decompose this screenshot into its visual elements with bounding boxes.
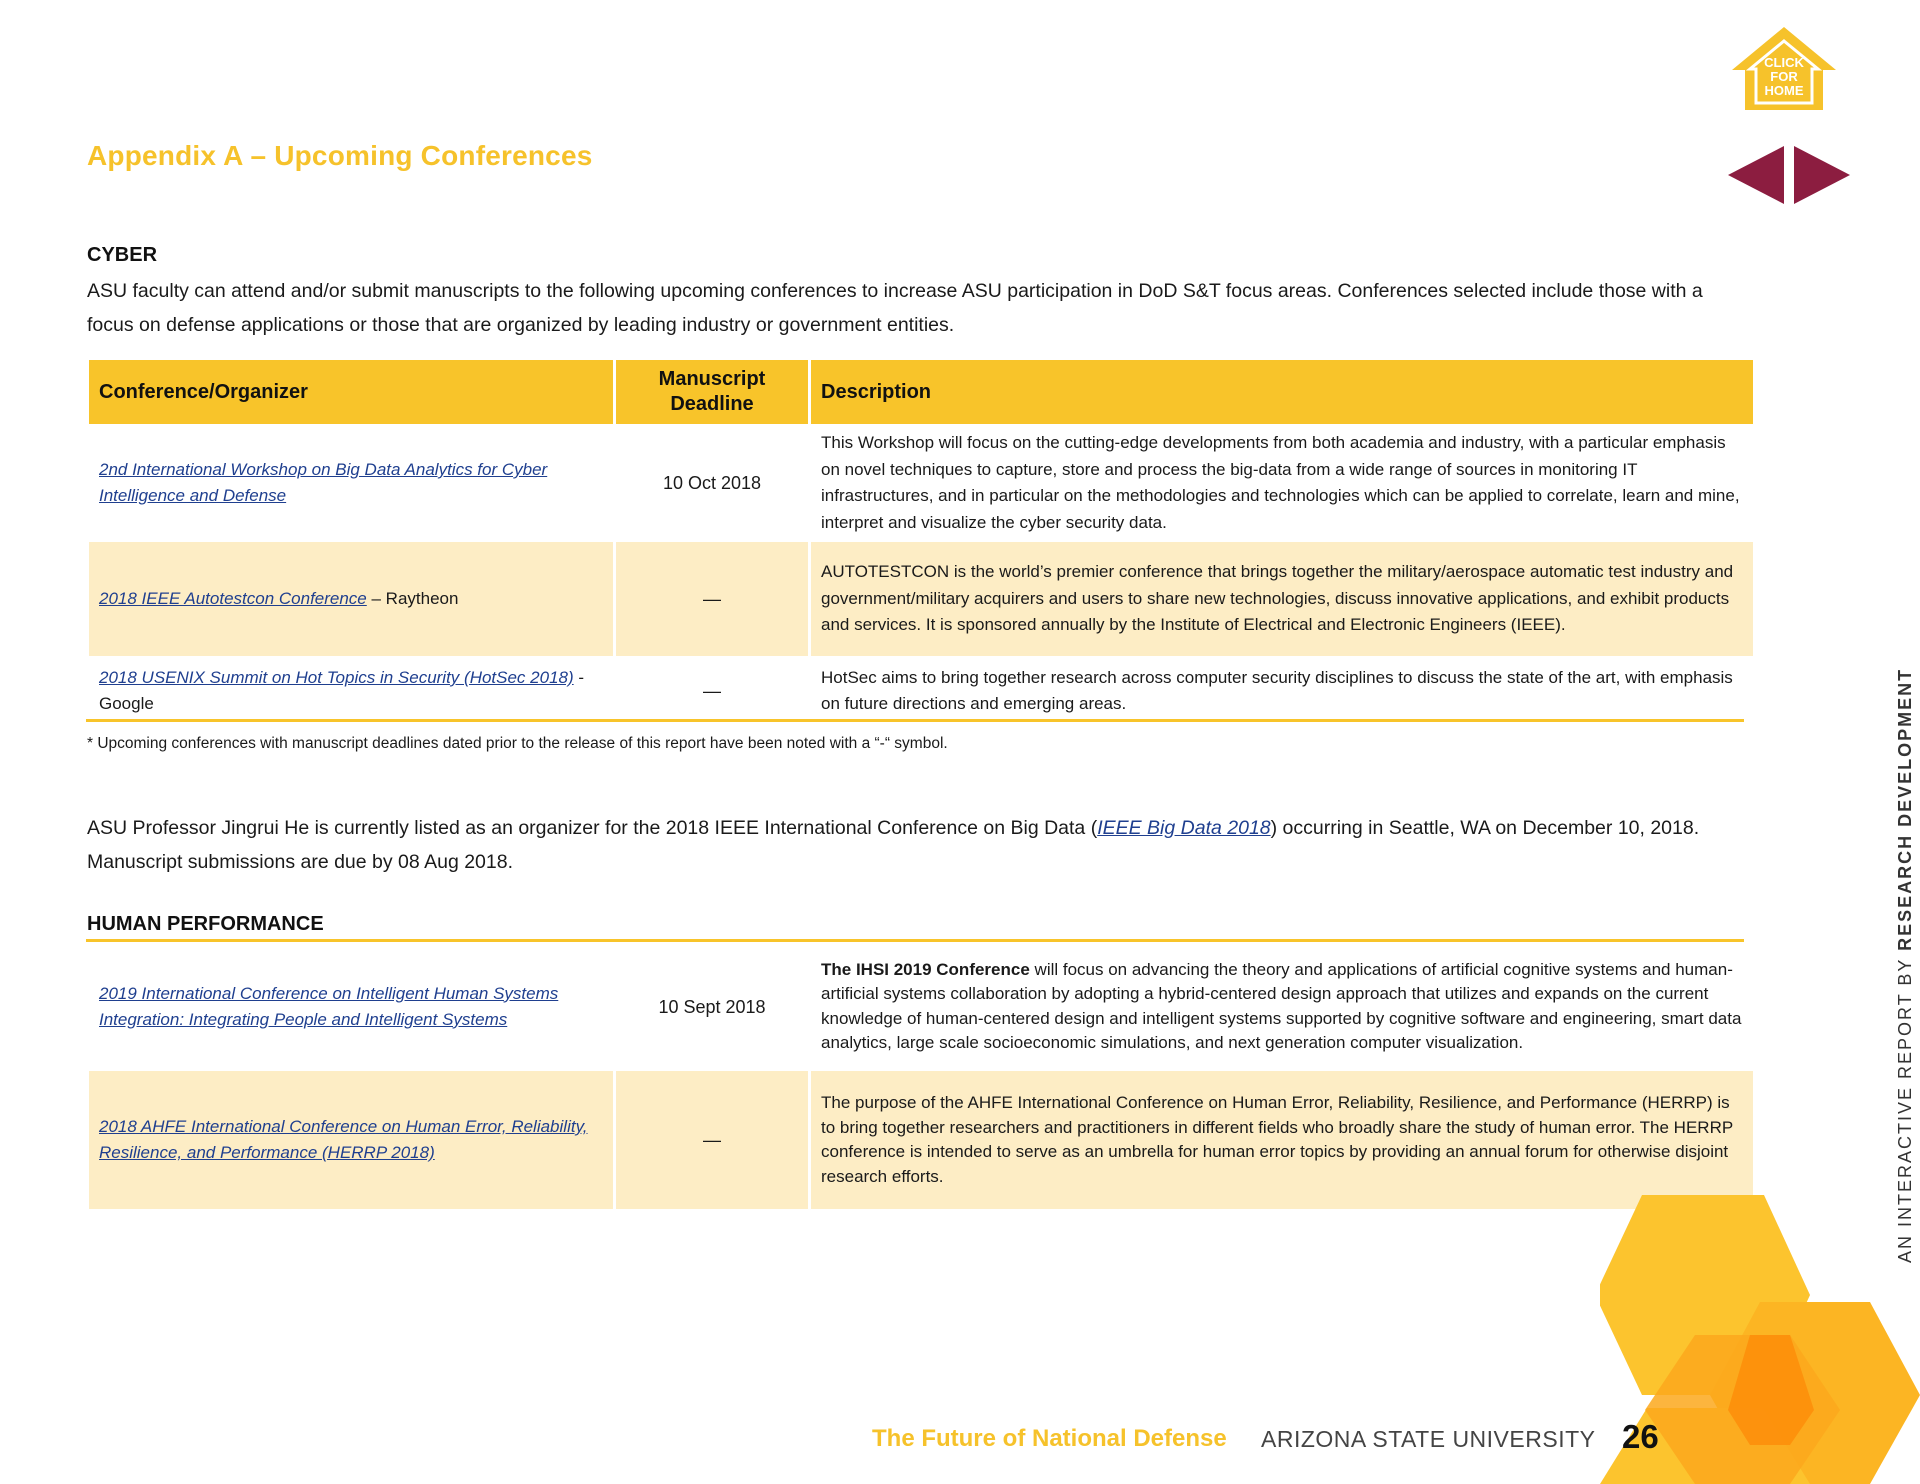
- organizer-note: [87, 811, 1747, 879]
- description-cell: This Workshop will focus on the cutting-edge developments from both academia and industry, with a particular emphasis on novel techniques to capture, store and process the big-data from a wide range of sources in monitoring IT infrastructures, and in particular on the methodologies and technologies which can be applied to correlate, learn and mine, interpret and visualize the cyber security data.: [821, 433, 1740, 532]
- description-text: will focus on advancing the theory and applications of artificial cognitive systems and human-artificial systems collaboration by adopting a hybrid-centered design approach that utilizes and expands on the current knowledge of human-centered design and intelligent systems supported by cognitive software and engineering, smart data analytics, large scale socioeconomic simulations, and next generation computer visualization.: [821, 959, 1742, 1052]
- deadline-cell: —: [616, 542, 808, 656]
- table-bottom-rule: [86, 719, 1744, 722]
- col-header-description: Description: [811, 360, 1753, 424]
- home-label-line1: CLICK: [1764, 55, 1804, 70]
- home-label-line3: HOME: [1764, 83, 1804, 98]
- deadline-cell: 10 Sept 2018: [658, 996, 766, 1017]
- description-cell: AUTOTESTCON is the world’s premier conference that brings together the military/aerospace automatic test industry and government/military acquirers and users to share new technologies, discuss innovative applications, and exhibit products and services. It is sponsored annually by the Institute of Electrical and Electronic Engineers (IEEE).: [811, 542, 1753, 656]
- sidebar-text-bold: RESEARCH DEVELOPMENT: [1895, 667, 1915, 951]
- human-performance-table: [86, 942, 1756, 1209]
- home-button[interactable]: [1728, 24, 1840, 114]
- col-header-organizer: Conference/Organizer: [89, 360, 613, 424]
- page-number: 26: [1622, 1418, 1659, 1455]
- note-text: ) occurring in Seattle, WA on December 10, 2018. Manuscript submissions are due by 08 Aug 2018.: [87, 817, 1700, 873]
- cyber-conference-table: [86, 360, 1756, 726]
- next-page-button[interactable]: [1790, 144, 1852, 206]
- footer-university: ARIZONA STATE UNIVERSITY: [1261, 1426, 1596, 1452]
- sidebar-report-label: [1895, 668, 1916, 1263]
- description-bold: The IHSI 2019 Conference: [821, 959, 1030, 979]
- conference-link[interactable]: 2019 International Conference on Intelligent Human Systems Integration: Integrating People and Intelligent Systems: [99, 983, 559, 1029]
- col-header-deadline: Manuscript Deadline: [616, 360, 808, 424]
- home-label-line2: FOR: [1770, 69, 1798, 84]
- table-row: [89, 1071, 1753, 1209]
- conference-link[interactable]: 2018 AHFE International Conference on Human Error, Reliability, Resilience, and Performance (HERRP 2018): [99, 1117, 588, 1162]
- note-text: ASU Professor Jingrui He is currently listed as an organizer for the 2018 IEEE International Conference on Big Data (: [87, 817, 1098, 839]
- organizer-name: – Raytheon: [366, 589, 459, 608]
- page-title: Appendix A – Upcoming Conferences: [87, 140, 593, 171]
- deadline-cell: —: [616, 1071, 808, 1209]
- human-performance-heading: HUMAN PERFORMANCE: [87, 913, 324, 935]
- organizer-name: - Google: [99, 668, 585, 713]
- table-row: [89, 424, 1753, 542]
- description-text: The purpose of the AHFE International Conference on Human Error, Reliability, Resilience, and Performance (HERRP) is to bring together researchers and practitioners in different fields who broadly share the study of human error. The HERRP conference is intended to serve as an umbrella for human error topics by providing an annual forum for otherwise disjoint research efforts.: [821, 1093, 1733, 1186]
- table-row: [89, 542, 1753, 656]
- table-footnote: * Upcoming conferences with manuscript deadlines dated prior to the release of this report have been noted with a “-“ symbol.: [87, 735, 948, 752]
- ieee-big-data-link[interactable]: IEEE Big Data 2018: [1097, 817, 1271, 839]
- description-cell: [811, 1071, 1753, 1209]
- description-cell: [811, 942, 1753, 1071]
- deadline-cell: 10 Oct 2018: [662, 473, 762, 493]
- triangle-right-icon: [1794, 146, 1850, 204]
- table-row: [89, 942, 1753, 1071]
- description-cell: HotSec aims to bring together research across computer security disciplines to discuss the state of the art, with emphasis on future directions and emerging areas.: [821, 667, 1733, 713]
- table-header-row: [89, 360, 1753, 424]
- cyber-heading: CYBER: [87, 244, 158, 266]
- conference-link[interactable]: 2018 USENIX Summit on Hot Topics in Security (HotSec 2018): [99, 668, 574, 687]
- conference-link[interactable]: 2nd International Workshop on Big Data Analytics for Cyber Intelligence and Defense: [99, 460, 548, 505]
- cyber-intro: ASU faculty can attend and/or submit manuscripts to the following upcoming conferences to increase ASU participation in DoD S&T focus areas. Conferences selected include those with a focus on defense applications or those that are organized by leading industry or government entities.: [87, 280, 1703, 336]
- conference-link[interactable]: 2018 IEEE Autotestcon Conference: [99, 589, 367, 608]
- deadline-cell: —: [703, 681, 721, 701]
- table-row: [89, 656, 1753, 726]
- footer-title: The Future of National Defense: [872, 1425, 1227, 1452]
- triangle-left-icon: [1728, 146, 1784, 204]
- sidebar-text-regular: AN INTERACTIVE REPORT BY: [1895, 950, 1915, 1263]
- prev-page-button[interactable]: [1726, 144, 1788, 206]
